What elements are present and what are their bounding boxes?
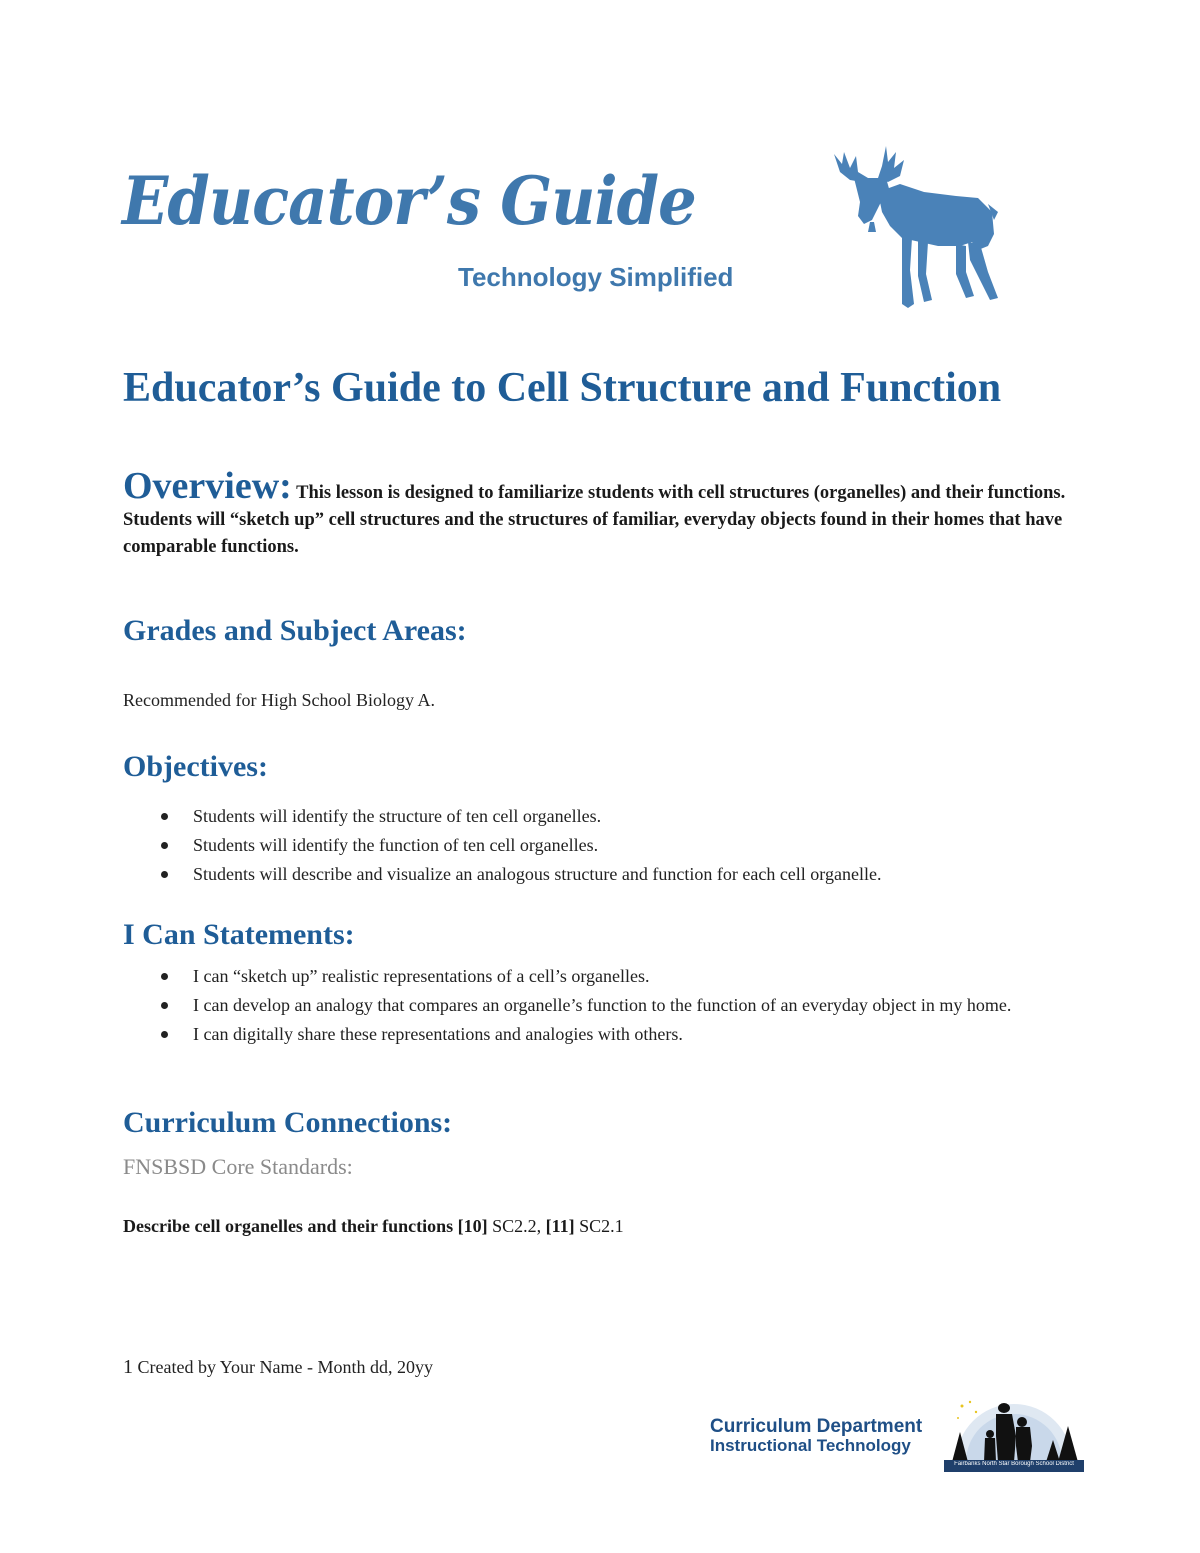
bullet-icon xyxy=(161,1031,168,1038)
curriculum-heading: Curriculum Connections: xyxy=(123,1106,453,1139)
curriculum-department-title: Curriculum Department xyxy=(710,1416,923,1437)
list-item xyxy=(123,802,1098,831)
standards-label: FNSBSD Core Standards: xyxy=(123,1154,353,1179)
i-can-text: I can “sketch up” realistic representations of a cell’s organelles. xyxy=(193,966,650,986)
overview-heading: Overview: xyxy=(123,465,292,507)
educators-guide-logo-text: Educator’s Guide xyxy=(122,162,696,240)
grades-text: Recommended for High School Biology A. xyxy=(123,690,435,710)
logo-tagline: Technology Simplified xyxy=(458,262,734,292)
bullet-icon xyxy=(161,813,168,820)
standard-code: SC2.1 xyxy=(574,1216,624,1236)
bullet-icon xyxy=(161,871,168,878)
objective-text: Students will identify the function of ten cell organelles. xyxy=(193,835,599,855)
footer-credit: Created by Your Name - Month dd, 20yy xyxy=(133,1357,433,1377)
i-can-list xyxy=(123,962,1098,1049)
list-item xyxy=(123,1020,1098,1049)
list-item xyxy=(123,991,1098,1020)
list-item xyxy=(123,962,1098,991)
standard-grade: [11] xyxy=(545,1216,575,1236)
standard-description: Describe cell organelles and their functions [10] xyxy=(123,1216,488,1236)
document-title: Educator’s Guide to Cell Structure and Function xyxy=(123,365,1002,411)
objective-text: Students will describe and visualize an analogous structure and function for each cell organelle. xyxy=(193,864,882,884)
moose-silhouette-icon xyxy=(828,142,1004,314)
objective-text: Students will identify the structure of ten cell organelles. xyxy=(193,806,602,826)
overview-text: This lesson is designed to familiarize students with cell structures (organelles) and their functions. Students will “sketch up” cell structures and the structures of familiar, everyday objects found in their homes that have comparable functions. xyxy=(123,483,1066,557)
instructional-technology-subtitle: Instructional Technology xyxy=(710,1436,911,1455)
standard-line xyxy=(123,1216,624,1237)
bullet-icon xyxy=(161,842,168,849)
i-can-heading: I Can Statements: xyxy=(123,918,355,951)
district-caption: Fairbanks North Star Borough School District xyxy=(954,1461,1074,1467)
objectives-heading: Objectives: xyxy=(123,750,268,783)
list-item xyxy=(123,860,1098,889)
footer-note xyxy=(123,1356,433,1379)
i-can-text: I can digitally share these representations and analogies with others. xyxy=(193,1024,683,1044)
standard-code: SC2.2, xyxy=(487,1216,546,1236)
i-can-text: I can develop an analogy that compares an organelle’s function to the function of an everyday object in my home. xyxy=(193,995,1012,1015)
bullet-icon xyxy=(161,973,168,980)
list-item xyxy=(123,831,1098,860)
grades-heading: Grades and Subject Areas: xyxy=(123,614,467,647)
objectives-list xyxy=(123,802,1098,889)
page-number: 1 xyxy=(123,1356,133,1378)
bullet-icon xyxy=(161,1002,168,1009)
overview-section xyxy=(123,466,1098,561)
